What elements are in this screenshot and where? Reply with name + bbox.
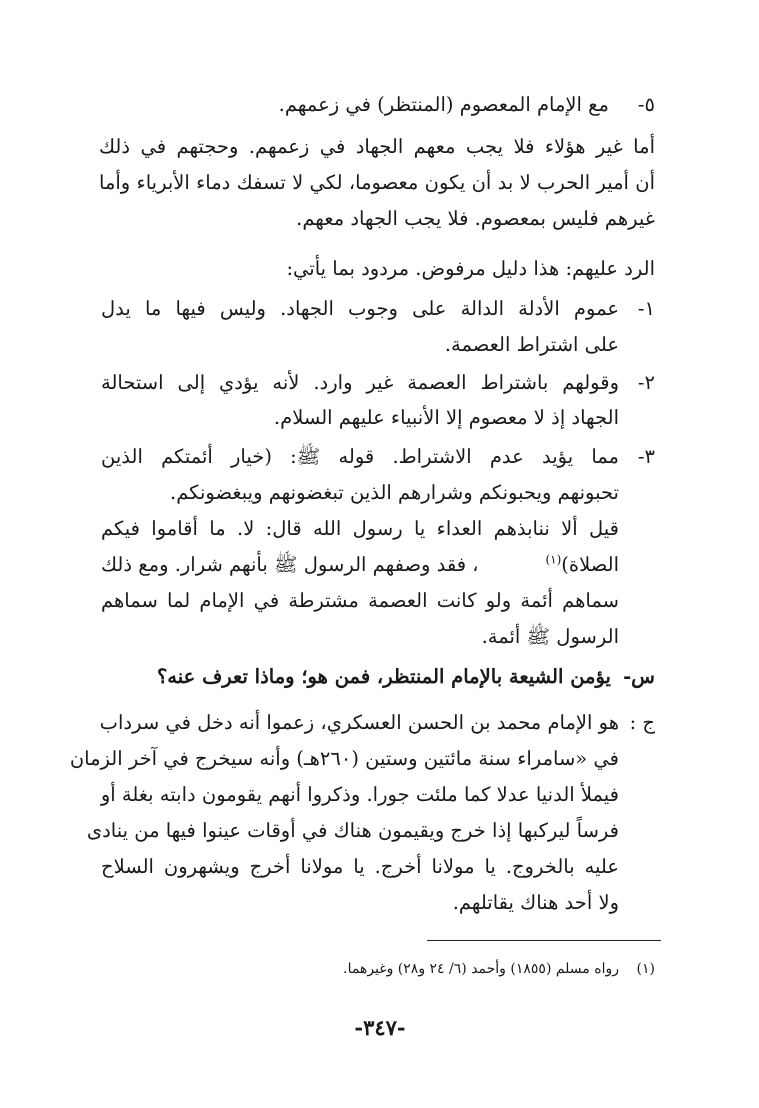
list-item-text: تحبونهم ويحبونكم وشرارهم الذين تبغضونهم ويبغضونكم. xyxy=(170,481,619,504)
question-label: س- xyxy=(623,665,655,688)
list-item-text-part xyxy=(545,548,619,582)
list-item-text: الرسول ﷺ أئمة. xyxy=(481,625,619,648)
answer-line: فرساً ليركبها إذا خرج ويقيمون هناك في أوقات عينوا فيها من ينادى xyxy=(86,819,619,842)
list-item-text: قيل ألا ننابذهم العداء يا رسول الله قال: لا. ما أقاموا فيكم xyxy=(101,517,619,540)
answer-line: فيملأ الدنيا عدلا كما ملئت جورا. وذكروا أنهم يقومون دابته بغلة أو xyxy=(100,783,619,806)
list-item-text: الجهاد إذ لا معصوم إلا الأنبياء عليهم السلام. xyxy=(273,406,619,429)
list-item-text-with-footnote xyxy=(101,548,619,582)
answer-line: هو الإمام محمد بن الحسن العسكري، زعموا أنه دخل في سرداب xyxy=(99,711,619,734)
question-text: يؤمن الشيعة بالإمام المنتظر، فمن هو؛ وماذا تعرف عنه؟ xyxy=(156,665,611,688)
page-number: -٣٤٧- xyxy=(354,1015,406,1040)
list-item-text: وقولهم باشتراط العصمة غير وارد. لأنه يؤدي إلى استحالة xyxy=(101,371,619,394)
list-number: ٢- xyxy=(637,371,655,394)
footnote-marker: (١) xyxy=(636,961,655,977)
list-number: ١- xyxy=(637,297,655,320)
list-item-text: عموم الأدلة الدالة على وجوب الجهاد. وليس فيها ما يدل xyxy=(101,297,619,320)
footnote-divider xyxy=(427,940,661,941)
list-item-text-part: ، فقد وصفهم الرسول ﷺ بأنهم شرار. ومع ذلك xyxy=(101,553,479,576)
answer-line: ولا أحد هناك يقاتلهم. xyxy=(452,891,619,914)
list-item-text: على اشتراط العصمة. xyxy=(444,333,619,356)
answer-line: في «سامراء سنة مائتين وستين (٢٦٠هـ) وأنه سيخرج في آخر الزمان xyxy=(69,747,619,770)
answer-line: عليه بالخروج. يا مولانا أخرج. يا مولانا أخرج ويشهرون السلاح xyxy=(101,855,619,878)
footnote-text: رواه مسلم (١٨٥٥) وأحمد (٦/ ٢٤ و٢٨) وغيرهما. xyxy=(343,961,619,977)
rebuttal-heading: الرد عليهم: هذا دليل مرفوض. مردود بما يأتي: xyxy=(286,257,655,280)
paragraph-line: أن أمير الحرب لا بد أن يكون معصوما، لكي لا تسفك دماء الأبرياء وأما xyxy=(99,171,655,194)
list-number: ٥- xyxy=(637,93,655,116)
answer-label: ج : xyxy=(629,711,655,734)
list-item-text: مما يؤيد عدم الاشتراط. قوله ﷺ: (خيار أئمتكم الذين xyxy=(101,445,619,468)
quote-end-text: الصلاة) xyxy=(561,553,619,576)
list-item-text: مع الإمام المعصوم (المنتظر) في زعمهم. xyxy=(278,93,609,116)
footnote-ref[interactable]: (١) xyxy=(545,552,562,567)
list-item-text: سماهم أئمة ولو كانت العصمة مشترطة في الإمام لما سماهم xyxy=(101,589,619,612)
paragraph-line: أما غير هؤلاء فلا يجب معهم الجهاد في زعمهم. وحجتهم في ذلك xyxy=(99,135,655,158)
paragraph-line: غيرهم فليس بمعصوم. فلا يجب الجهاد معهم. xyxy=(296,207,655,230)
list-number: ٣- xyxy=(637,445,655,468)
